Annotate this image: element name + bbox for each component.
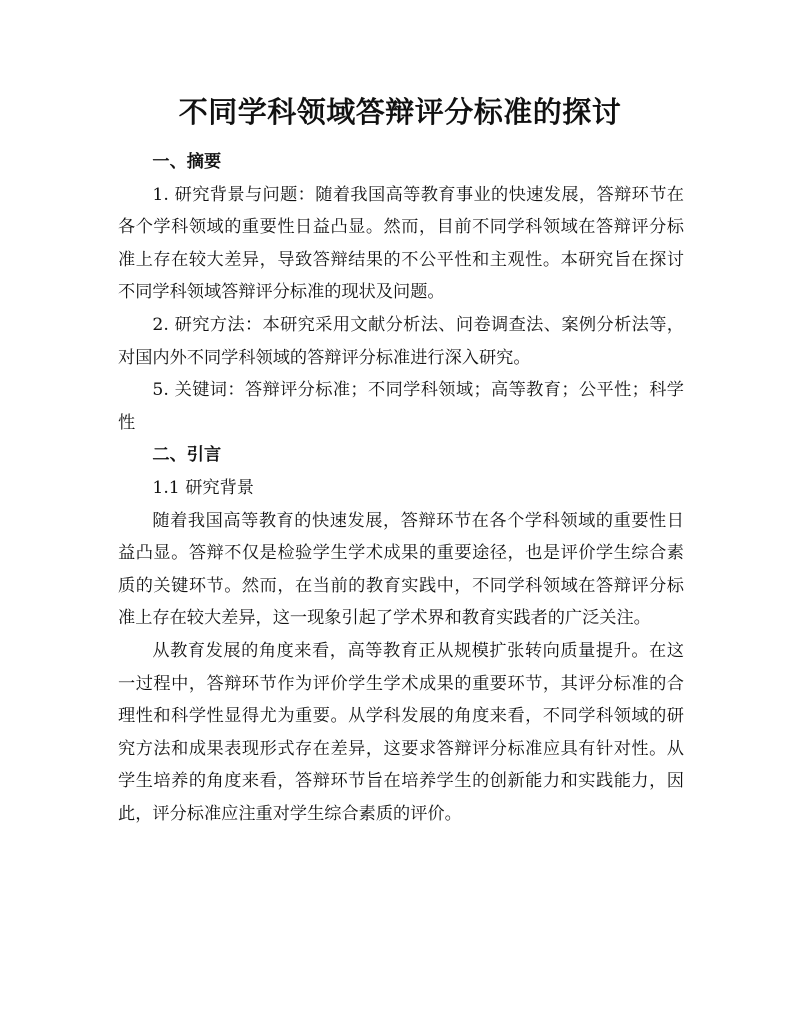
body-paragraph: 随着我国高等教育的快速发展，答辩环节在各个学科领域的重要性日益凸显。答辩不仅是检验学生学术成果的重要途径，也是评价学生综合素质的关键环节。然而，在当前的教育实践中，不同学科领域在答辩评分标准上存在较大差异，这一现象引起了学术界和教育实践者的广泛关注。 xyxy=(118,510,684,629)
abstract-item: 1. 研究背景与问题：随着我国高等教育事业的快速发展，答辩环节在各个学科领域的重要性日益凸显。然而，目前不同学科领域在答辩评分标准上存在较大差异，导致答辩结果的不公平性和主观性。本研究旨在探讨不同学科领域答辩评分标准的现状及问题。 xyxy=(118,184,684,303)
abstract-item: 5. 关键词：答辩评分标准；不同学科领域；高等教育；公平性；科学性 xyxy=(118,380,684,433)
document-body xyxy=(118,146,684,830)
introduction-heading: 二、引言 xyxy=(152,445,222,466)
body-paragraph: 从教育发展的角度来看，高等教育正从规模扩张转向质量提升。在这一过程中，答辩环节作为评价学生学术成果的重要环节，其评分标准的合理性和科学性显得尤为重要。从学科发展的角度来看，不同学科领域的研究方法和成果表现形式存在差异，这要求答辩评分标准应具有针对性。从学生培养的角度来看，答辩环节旨在培养学生的创新能力和实践能力，因此，评分标准应注重对学生综合素质的评价。 xyxy=(118,640,684,824)
page-title: 不同学科领域答辩评分标准的探讨 xyxy=(178,95,622,129)
abstract-item: 2. 研究方法：本研究采用文献分析法、问卷调查法、案例分析法等，对国内外不同学科领域的答辩评分标准进行深入研究。 xyxy=(118,314,684,368)
abstract-heading: 一、摘要 xyxy=(152,152,222,172)
section-subheading: 1.1 研究背景 xyxy=(152,477,254,498)
